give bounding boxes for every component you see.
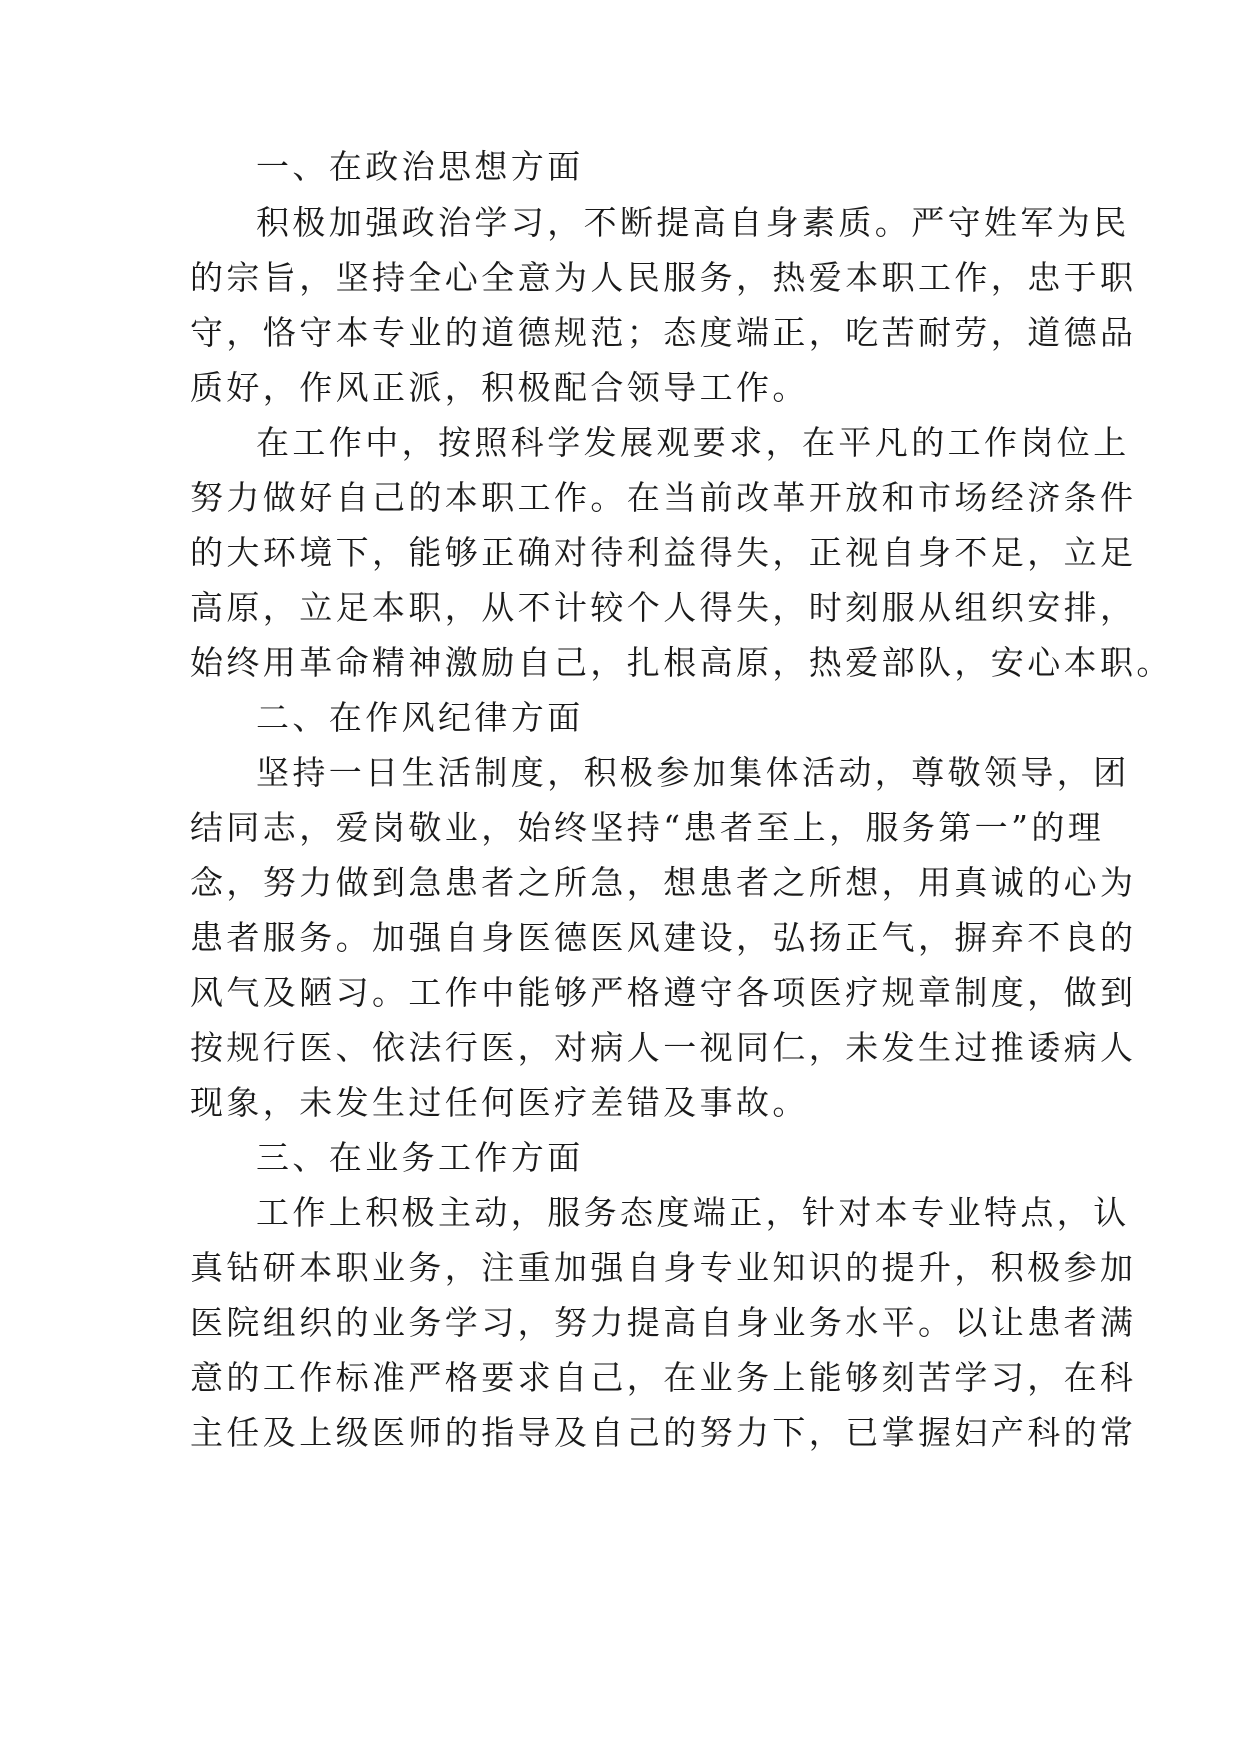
section-heading-political: 一、在政治思想方面: [256, 147, 584, 186]
paragraph-line: 在工作中，按照科学发展观要求，在平凡的工作岗位上: [256, 423, 1130, 462]
paragraph-line: 质好，作风正派，积极配合领导工作。: [190, 368, 809, 407]
paragraph-line: 念，努力做到急患者之所急，想患者之所想，用真诚的心为: [190, 863, 1137, 902]
paragraph-line: 的宗旨，坚持全心全意为人民服务，热爱本职工作，忠于职: [190, 258, 1137, 297]
paragraph-line: 患者服务。加强自身医德医风建设，弘扬正气，摒弃不良的: [190, 918, 1137, 957]
paragraph-line: 真钻研本职业务，注重加强自身专业知识的提升，积极参加: [190, 1248, 1137, 1287]
paragraph-line: 坚持一日生活制度，积极参加集体活动，尊敬领导，团: [256, 753, 1130, 792]
paragraph-line: 风气及陋习。工作中能够严格遵守各项医疗规章制度，做到: [190, 973, 1137, 1012]
paragraph-line: 的大环境下，能够正确对待利益得失，正视自身不足，立足: [190, 533, 1137, 572]
section-heading-business: 三、在业务工作方面: [256, 1138, 584, 1177]
paragraph-line: 积极加强政治学习，不断提高自身素质。严守姓军为民: [256, 203, 1130, 242]
paragraph-line: 工作上积极主动，服务态度端正，针对本专业特点，认: [256, 1193, 1130, 1232]
paragraph-line: 现象，未发生过任何医疗差错及事故。: [190, 1083, 809, 1122]
paragraph-line: 始终用革命精神激励自己，扎根高原，热爱部队，安心本职。: [190, 643, 1173, 682]
paragraph-line: 按规行医、依法行医，对病人一视同仁，未发生过推诿病人: [190, 1028, 1137, 1067]
paragraph-line: 结同志，爱岗敬业，始终坚持“患者至上，服务第一”的理: [190, 808, 1105, 847]
paragraph-line: 主任及上级医师的指导及自己的努力下，已掌握妇产科的常: [190, 1413, 1137, 1452]
section-heading-discipline: 二、在作风纪律方面: [256, 698, 584, 737]
paragraph-line: 守，恪守本专业的道德规范；态度端正，吃苦耐劳，道德品: [190, 313, 1137, 352]
paragraph-line: 医院组织的业务学习，努力提高自身业务水平。以让患者满: [190, 1303, 1137, 1342]
paragraph-line: 意的工作标准严格要求自己，在业务上能够刻苦学习，在科: [190, 1358, 1137, 1397]
paragraph-line: 努力做好自己的本职工作。在当前改革开放和市场经济条件: [190, 478, 1137, 517]
paragraph-line: 高原，立足本职，从不计较个人得失，时刻服从组织安排，: [190, 588, 1137, 627]
